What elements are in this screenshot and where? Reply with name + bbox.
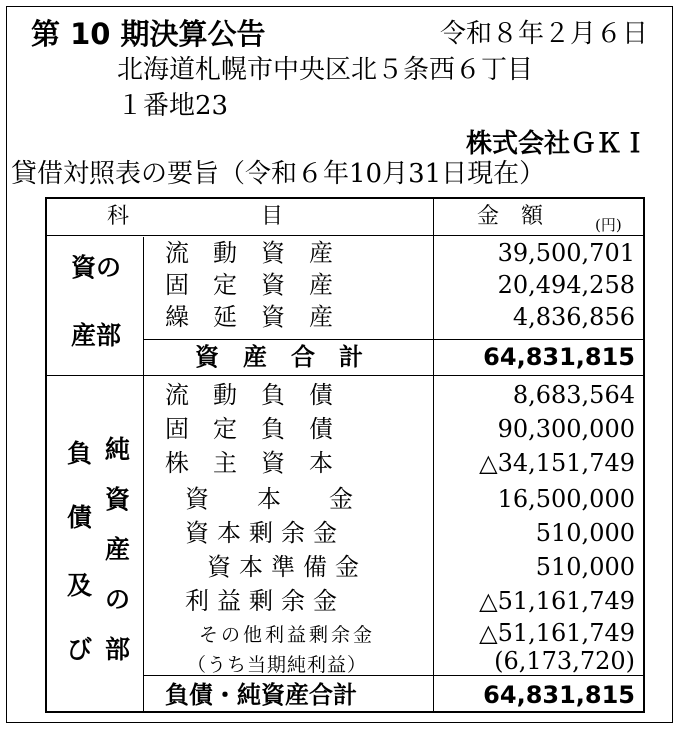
assets-row-label: 繰 延 資 産 bbox=[165, 303, 333, 331]
equity-side-char: の bbox=[105, 585, 131, 614]
amount-column-divider bbox=[433, 199, 434, 711]
assets-side-label-bottom: 産部 bbox=[71, 321, 122, 350]
liabilities-row-amount: △34,151,749 bbox=[479, 449, 635, 477]
address-line-2: １番地23 bbox=[117, 91, 229, 121]
liabilities-row-label: （うち当期純利益） bbox=[187, 654, 368, 676]
liabilities-side-char: 負 bbox=[67, 439, 93, 468]
liabilities-row-label: 資 本 金 bbox=[185, 485, 353, 513]
assets-side-label-top: 資の bbox=[71, 253, 122, 282]
liabilities-row-label: 固 定 負 債 bbox=[165, 415, 333, 443]
liabilities-row-label: その他利益剰余金 bbox=[199, 624, 376, 646]
liabilities-row-label: 資本剰余金 bbox=[185, 519, 345, 547]
assets-row-amount: 39,500,701 bbox=[497, 239, 635, 267]
liabilities-total-amount: 64,831,815 bbox=[483, 681, 635, 709]
liabilities-side-char: び bbox=[67, 635, 93, 664]
liabilities-row-amount: △51,161,749 bbox=[479, 587, 635, 615]
assets-row-amount: 20,494,258 bbox=[497, 271, 635, 299]
liabilities-row-amount: 90,300,000 bbox=[497, 415, 635, 443]
liabilities-row-amount: (6,173,720) bbox=[494, 647, 635, 675]
side-column-divider bbox=[143, 237, 144, 711]
equity-side-char: 資 bbox=[105, 485, 131, 514]
equity-side-char: 部 bbox=[105, 635, 131, 664]
liabilities-row-amount: △51,161,749 bbox=[479, 619, 635, 647]
liabilities-row-amount: 8,683,564 bbox=[512, 381, 635, 409]
liabilities-row-amount: 510,000 bbox=[535, 519, 635, 547]
header-unit-label: (円) bbox=[595, 216, 622, 234]
notice-date: 令和８年２月６日 bbox=[439, 19, 648, 49]
header-amount-label: 金 額 bbox=[477, 204, 544, 229]
assets-total-amount: 64,831,815 bbox=[483, 343, 635, 371]
equity-side-char: 産 bbox=[105, 535, 131, 564]
liabilities-side-char: 債 bbox=[67, 503, 93, 532]
liabilities-row-amount: 510,000 bbox=[535, 553, 635, 581]
assets-row-label: 固 定 資 産 bbox=[165, 271, 333, 299]
balance-sheet-table bbox=[45, 197, 645, 713]
assets-row-label: 流 動 資 産 bbox=[165, 239, 333, 267]
header-item-label: 科 目 bbox=[107, 204, 284, 229]
liabilities-row-label: 利益剰余金 bbox=[185, 587, 345, 615]
notice-title: 第 10 期決算公告 bbox=[31, 17, 266, 51]
balance-sheet-title: 貸借対照表の要旨（令和６年10月31日現在） bbox=[11, 159, 546, 189]
assets-divider bbox=[47, 375, 643, 376]
header-divider bbox=[47, 235, 643, 236]
liabilities-total-label: 負債・純資産合計 bbox=[165, 681, 357, 709]
liabilities-row-amount: 16,500,000 bbox=[497, 485, 635, 513]
liabilities-row-label: 株 主 資 本 bbox=[165, 449, 333, 477]
liabilities-row-label: 資本準備金 bbox=[207, 553, 367, 581]
assets-row-amount: 4,836,856 bbox=[512, 303, 635, 331]
liabilities-row-label: 流 動 負 債 bbox=[165, 381, 333, 409]
notice-page bbox=[6, 6, 673, 723]
liabilities-side-char: 及 bbox=[67, 571, 93, 600]
address-line-1: 北海道札幌市中央区北５条西６丁目 bbox=[117, 55, 534, 85]
assets-total-label: 資 産 合 計 bbox=[195, 343, 363, 371]
equity-side-char: 純 bbox=[105, 435, 131, 464]
company-name: 株式会社ＧＫＩ bbox=[465, 129, 648, 159]
assets-total-divider bbox=[143, 339, 643, 340]
